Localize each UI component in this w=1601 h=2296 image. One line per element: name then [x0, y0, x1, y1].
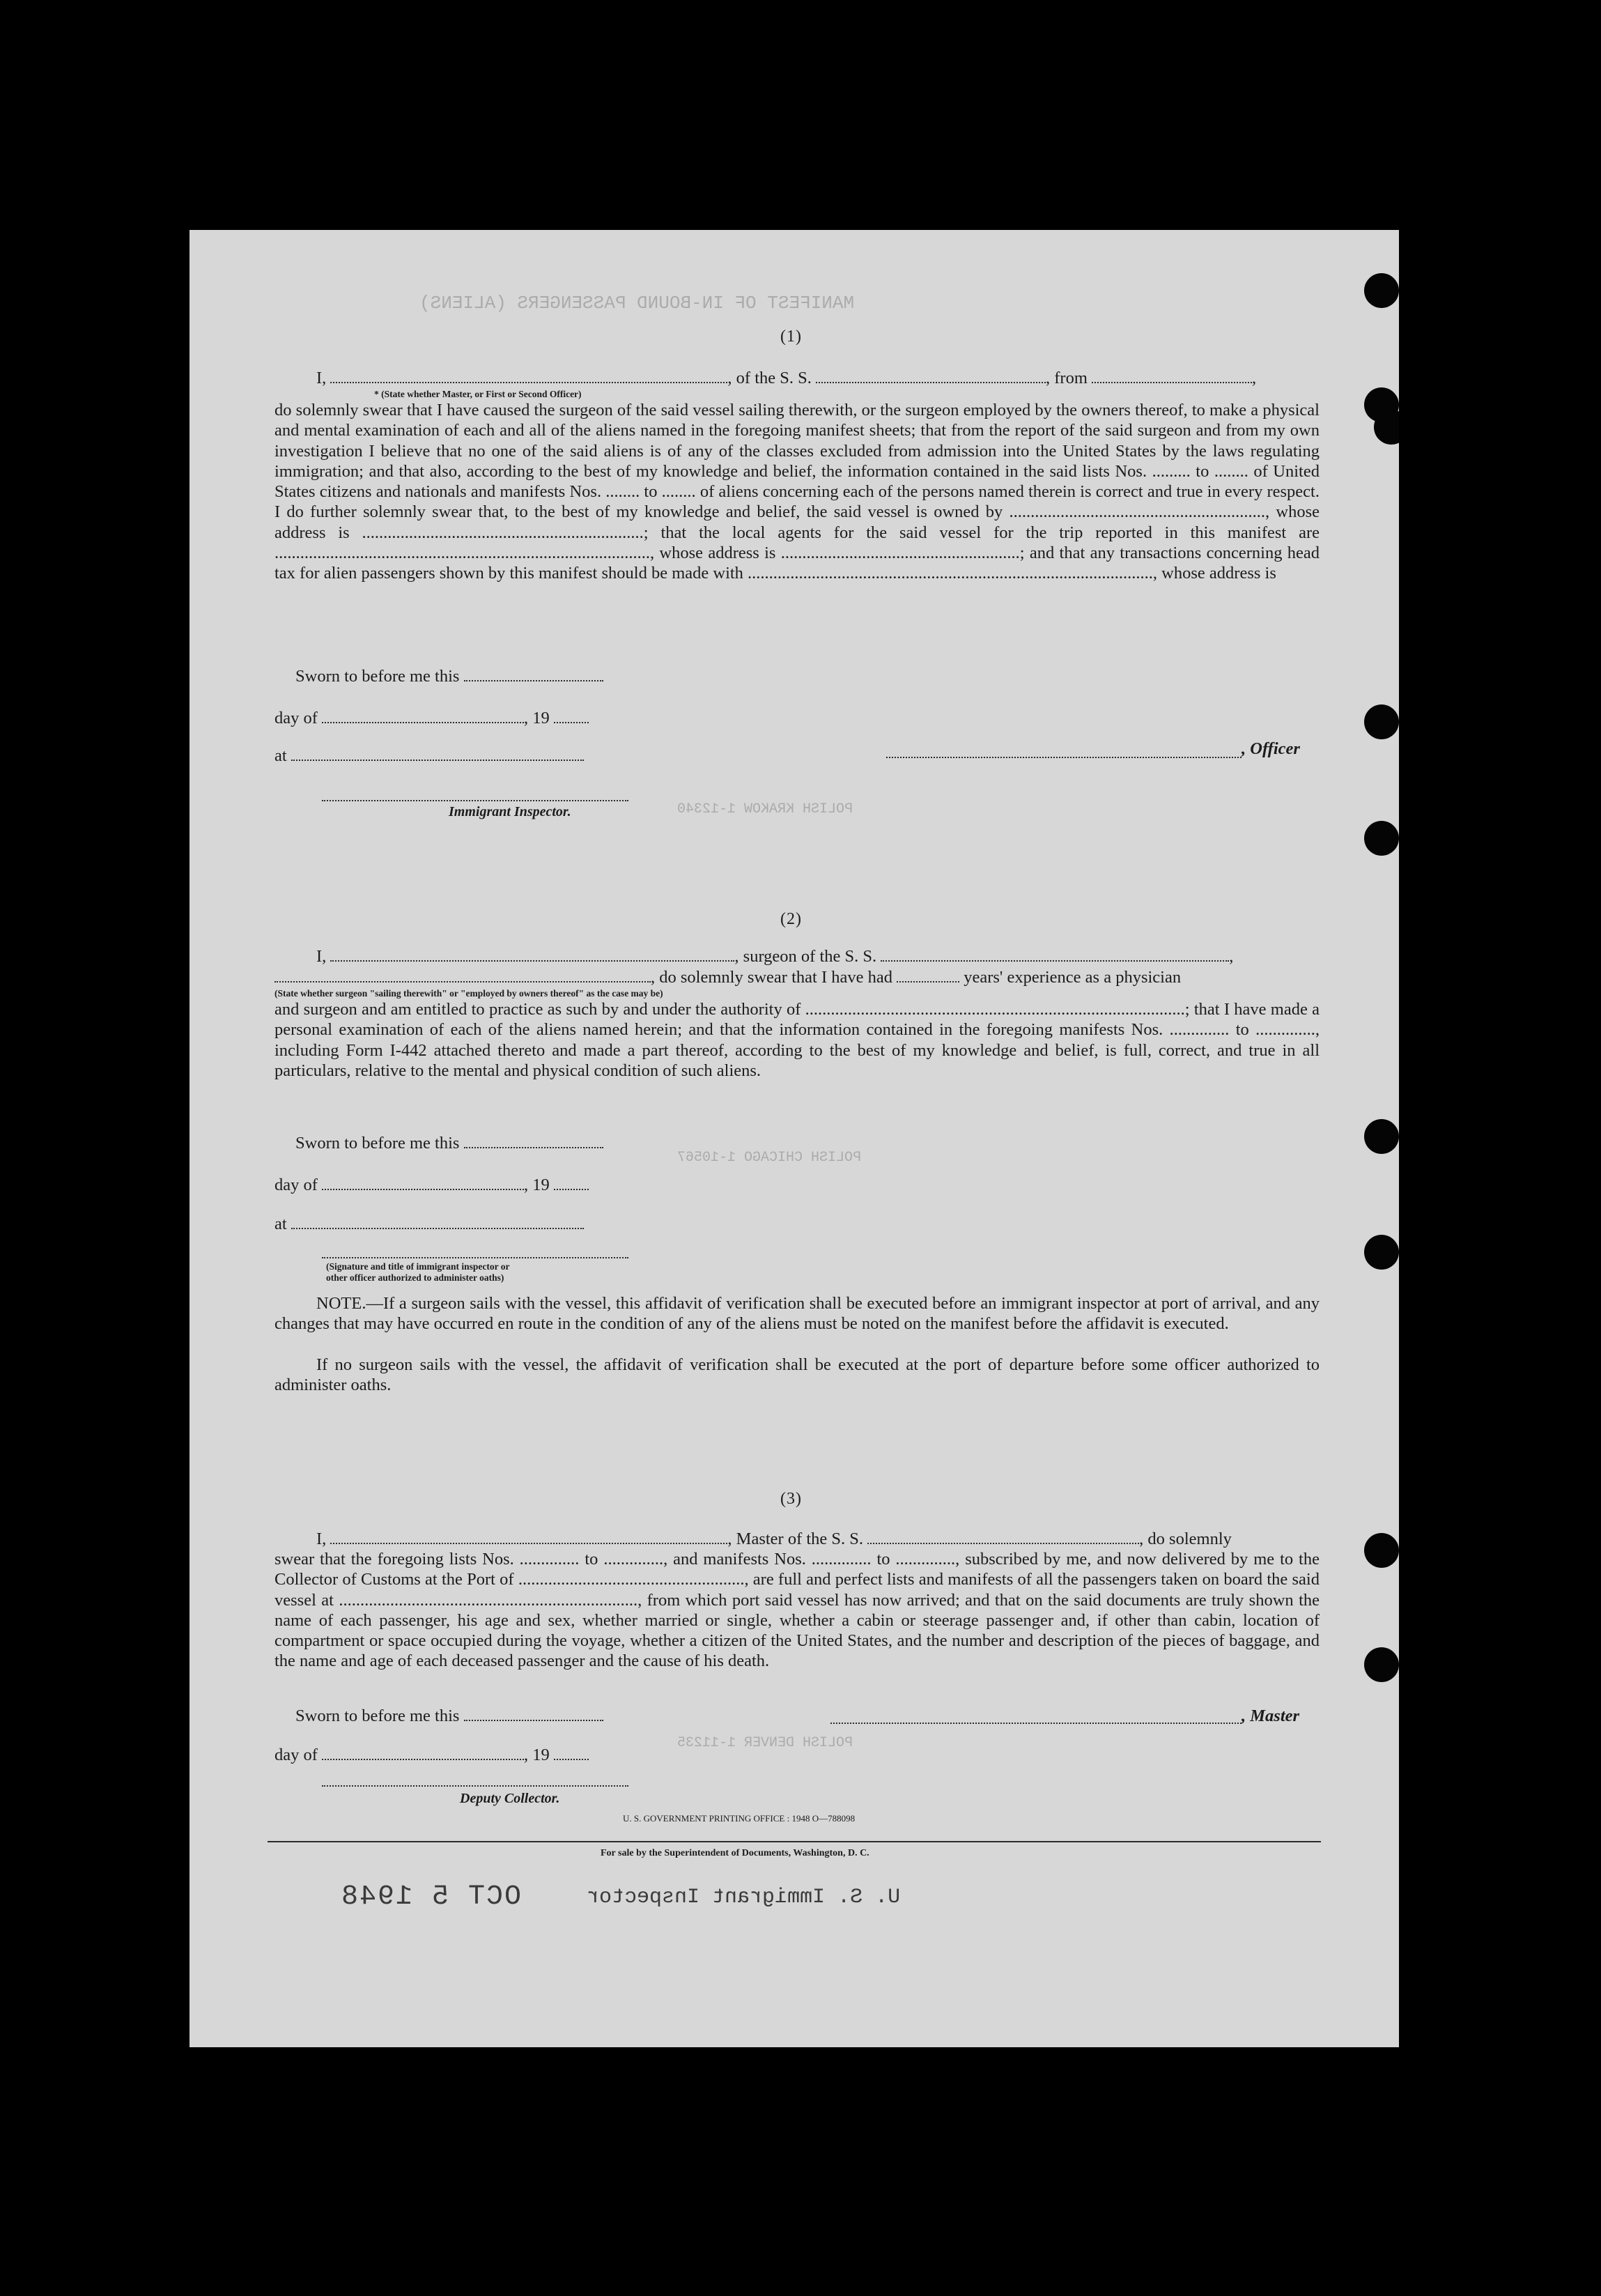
- master-oath-line-3: I, , Master of the S. S. , do solemnly: [316, 1530, 1232, 1548]
- surgeon-name-field: [330, 948, 734, 962]
- day-field: [322, 1746, 524, 1760]
- surgeon-note2-paragraph: If no surgeon sails with the vessel, the affidavit of verification shall be executed at the port of departure before some officer authorized to administer oaths.: [274, 1355, 1320, 1395]
- section-number: (3): [780, 1490, 802, 1508]
- date-stamp: OCT 5 1948: [340, 1881, 522, 1913]
- vessel-field: [867, 1530, 1139, 1544]
- bleed-through-text: POLISH CHICAGO 1-10567: [677, 1150, 862, 1166]
- binder-hole: [1364, 821, 1399, 856]
- sworn-date-field: [464, 668, 603, 681]
- master-note: * (State whether Master, or First or Second Officer): [374, 389, 582, 399]
- section-number: (2): [780, 910, 802, 928]
- sale-note: For sale by the Superintendent of Documents, Washington, D. C.: [601, 1848, 869, 1858]
- section3-paragraph: swear that the foregoing lists Nos. .............. to .............., and manifests Nos. .............. to .............., subscribed by me, and now delivered by me to the Collector of Customs at the Port of ....................................................., are full and perfect lists and manifests of all the passengers taken on board the said vessel at ......................................................................, from which port said vessel has now arrived; and that on the said documents are truly shown the name of each passenger, his age and sex, whether married or single, whether a cabin or steerage passenger and, if other than cabin, location of compartment or space occupied during the voyage, whether a citizen of the United States, and the number and description of the pieces of baggage, and the name and age of each deceased passenger and the cause of his death.: [274, 1550, 1320, 1671]
- master-oath-line: I, , of the S. S. , from ,: [316, 369, 1257, 387]
- years-field: [897, 969, 959, 983]
- day-line: day of , 19: [274, 1175, 589, 1196]
- master-signature-line: [830, 1723, 1242, 1724]
- master-name-field: [330, 369, 727, 383]
- binder-hole: [1364, 1235, 1399, 1270]
- vessel-field: [881, 948, 1229, 962]
- at-line: at: [274, 746, 584, 766]
- bleed-through-text: MANIFEST OF IN-BOUND PASSENGERS (ALIENS): [419, 293, 855, 314]
- signature-note: (Signature and title of immigrant inspector or: [326, 1261, 510, 1272]
- sworn-line: Sworn to before me this: [295, 1133, 603, 1154]
- at-field: [291, 747, 584, 761]
- inspector-label: Immigrant Inspector.: [449, 804, 571, 819]
- at-line: at: [274, 1214, 584, 1235]
- gpo-imprint: U. S. GOVERNMENT PRINTING OFFICE : 1948 O—788098: [623, 1813, 856, 1824]
- sworn-date-field: [464, 1134, 603, 1148]
- section2-paragraph: and surgeon and am entitled to practice as such by and under the authority of .........................................................................................; that I have made a personal examination of each of the aliens named herein; and that the information contained in the foregoing manifests Nos. .............. to .............., including Form I-442 attached thereto and made a part thereof, according to the best of my knowledge and belief, is full, correct, and true in all particulars, relative to the mental and physical condition of such aliens.: [274, 1000, 1320, 1080]
- master-name-field: [330, 1530, 727, 1544]
- sworn-line: Sworn to before me this: [295, 1706, 603, 1727]
- year-field: [554, 1746, 589, 1760]
- surgeon-type-field: [274, 969, 651, 983]
- inspector-stamp: U. S. Immigrant Inspector: [587, 1886, 901, 1909]
- day-field: [322, 1176, 524, 1190]
- section1-paragraph: do solemnly swear that I have caused the surgeon of the said vessel sailing therewith, or the surgeon employed by the owners thereof, to make a physical and mental examination of each and all of the aliens named in the foregoing manifest sheets; that from the report of the said surgeon and from my own investigation I believe that no one of the said aliens is of any of the classes excluded from admission into the United States by the laws regulating immigration; and that also, according to the best of my knowledge and belief, the information contained in the said lists Nos. ......... to ........ of United States citizens and nationals and manifests Nos. ........ to ........ of aliens concerning each of the persons named therein is correct and true in every respect. I do further solemnly swear that, to the best of my knowledge and belief, the said vessel is owned by ............................................................, whose address is ..................................................................; that the local agents for the said vessel for the trip reported in this manifest are ........................................................................................, whose address is ........................................................; and that any transactions concerning head tax for alien passengers shown by this manifest should be made with ..............................................................................................., whose address is: [274, 401, 1320, 583]
- bleed-through-text: POLISH DENVER 1-11235: [677, 1735, 853, 1751]
- day-line: day of , 19: [274, 708, 589, 729]
- binder-hole: [1364, 1647, 1399, 1682]
- from-port-field: [1092, 369, 1252, 383]
- officer-signature-line: [886, 757, 1242, 758]
- officer-label: , Officer: [1242, 739, 1300, 758]
- year-field: [554, 709, 589, 723]
- bleed-through-text: POLISH KRAKOW 1-12340: [677, 801, 853, 817]
- binder-hole: [1364, 1533, 1399, 1568]
- signature-line: [322, 1257, 628, 1258]
- year-field: [554, 1176, 589, 1190]
- collector-label: Deputy Collector.: [460, 1791, 560, 1806]
- surgeon-years-line: , do solemnly swear that I have had years' experience as a physician: [274, 967, 1181, 988]
- binder-hole: [1374, 410, 1399, 445]
- section-number: (1): [780, 328, 802, 346]
- binder-hole: [1364, 273, 1399, 308]
- day-line: day of , 19: [274, 1745, 589, 1766]
- vessel-field: [816, 369, 1046, 383]
- master-label: , Master: [1242, 1706, 1300, 1725]
- note-label: NOTE.: [316, 1294, 366, 1313]
- manifest-reverse-page: [190, 230, 1399, 2047]
- footer-rule: [268, 1841, 1321, 1842]
- signature-note: other officer authorized to administer oaths): [326, 1272, 504, 1283]
- surgeon-note: (State whether surgeon "sailing therewith" or "employed by owners thereof" as the case may be): [274, 988, 663, 999]
- binder-hole: [1364, 704, 1399, 739]
- day-field: [322, 709, 524, 723]
- sworn-date-field: [464, 1707, 603, 1721]
- collector-signature-line: [322, 1785, 628, 1787]
- binder-hole: [1364, 1119, 1399, 1154]
- surgeon-note-paragraph: NOTE.—If a surgeon sails with the vessel, this affidavit of verification shall be executed before an immigrant inspector at port of arrival, and any changes that may have occurred en route in the condition of any of the aliens must be noted on the manifest before the affidavit is executed.: [274, 1294, 1320, 1334]
- at-field: [291, 1215, 584, 1229]
- sworn-line: Sworn to before me this: [295, 666, 603, 687]
- surgeon-oath-line: I, , surgeon of the S. S. ,: [316, 947, 1234, 966]
